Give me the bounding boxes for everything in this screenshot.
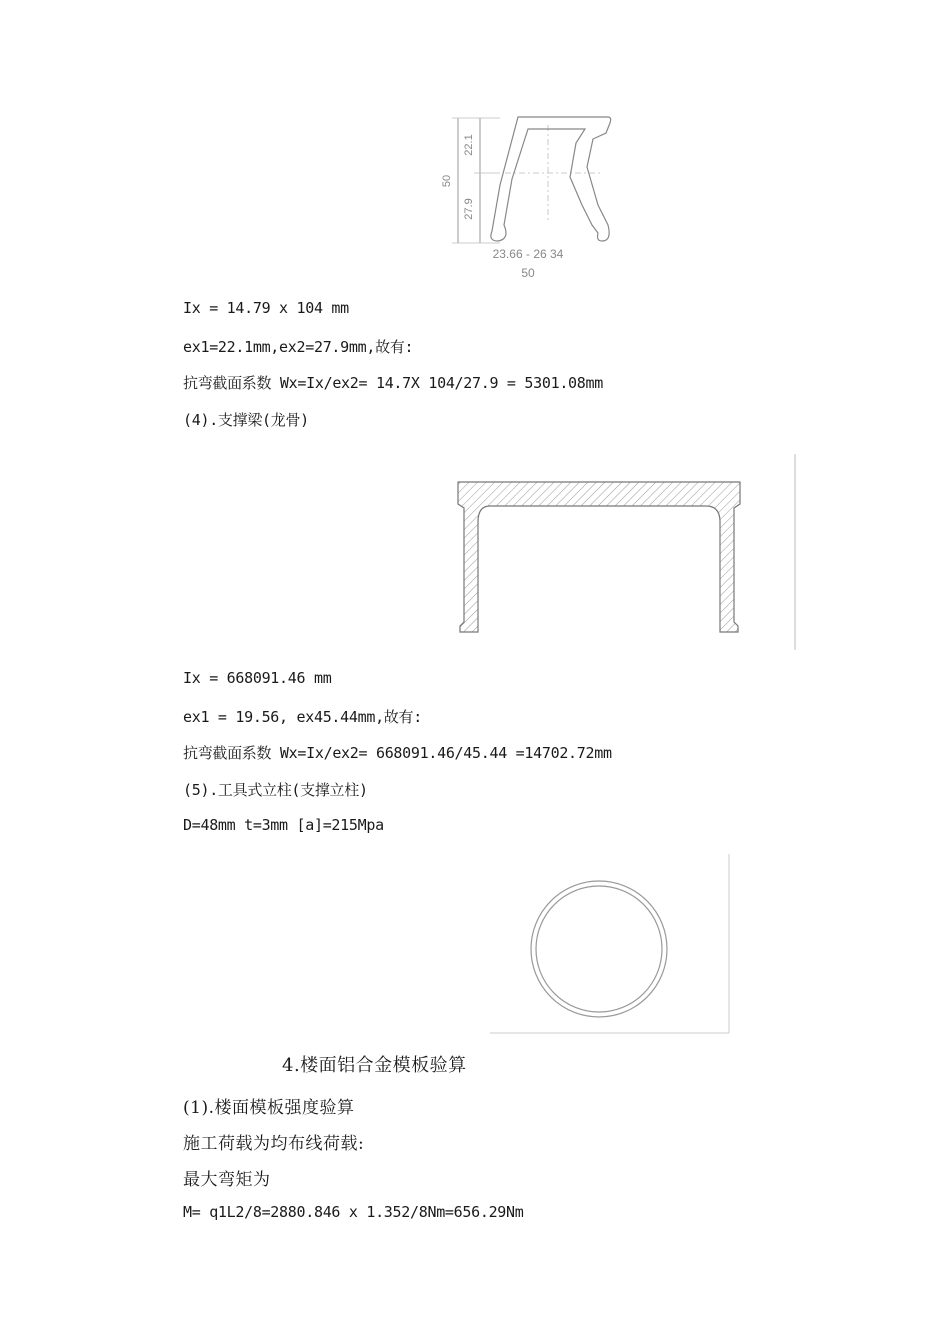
dim-total-label: 50 xyxy=(441,174,453,188)
dim-top-label: 22.1 xyxy=(463,134,475,156)
profile-section-figure xyxy=(430,105,630,290)
dim-bottom-label: 27.9 xyxy=(463,198,475,220)
support-beam-title: (4).支撑梁(龙骨) xyxy=(183,411,309,429)
section-heading: 4.楼面铝合金模板验算 xyxy=(282,1055,467,1076)
ex-values-line: ex1=22.1mm,ex2=27.9mm,故有: xyxy=(183,338,414,356)
tube-section-figure xyxy=(488,852,733,1036)
dim-width-label: 50 xyxy=(521,266,535,280)
column-params-line: D=48mm t=3mm [a]=215Mpa xyxy=(183,816,384,834)
beam-modulus-line: 抗弯截面系数 Wx=Ix/ex2= 668091.46/45.44 =14702.72mm xyxy=(183,744,612,762)
max-moment-label: 最大弯矩为 xyxy=(183,1170,271,1190)
moment-formula-line: M= q1L2/8=2880.846 x 1.352/8Nm=656.29Nm xyxy=(183,1203,524,1221)
support-beam-figure xyxy=(448,452,800,654)
beam-ex-line: ex1 = 19.56, ex45.44mm,故有: xyxy=(183,708,422,726)
load-description-line: 施工荷载为均布线荷载: xyxy=(183,1134,365,1154)
strength-check-title: (1).楼面模板强度验算 xyxy=(183,1098,355,1118)
column-title: (5).工具式立柱(支撑立柱) xyxy=(183,781,368,799)
ix-value-line: Ix = 14.79 x 104 mm xyxy=(183,299,349,317)
section-modulus-line: 抗弯截面系数 Wx=Ix/ex2= 14.7X 104/27.9 = 5301.08mm xyxy=(183,374,603,392)
beam-ix-line: Ix = 668091.46 mm xyxy=(183,669,332,687)
dim-range-label: 23.66 - 26 34 xyxy=(492,247,564,261)
